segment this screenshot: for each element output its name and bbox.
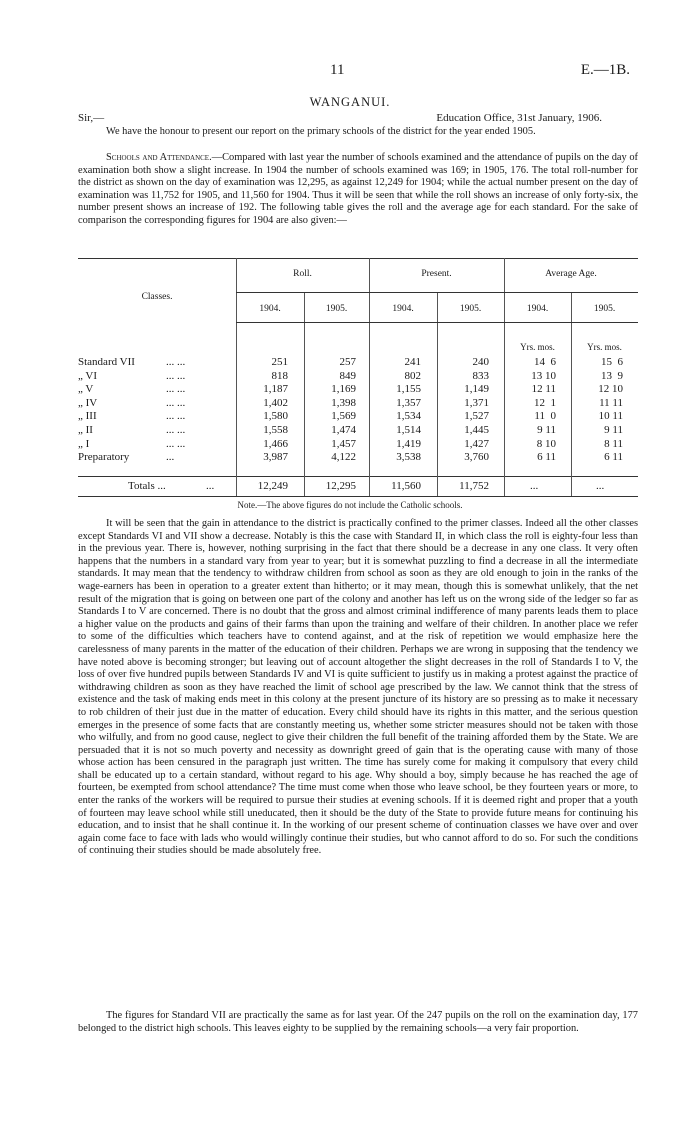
- year-header: 1904.: [526, 304, 549, 314]
- cell-roll-1904: 818: [271, 369, 288, 382]
- cell-age-1904: 13 10: [531, 369, 556, 382]
- region-title: WANGANUI.: [309, 95, 391, 109]
- table-bottom-rule: [78, 496, 638, 497]
- cell-present-1904: 802: [404, 369, 421, 382]
- totals-age-1905: ...: [596, 480, 605, 492]
- totals-dots: ...: [206, 480, 215, 492]
- totals-present-1905: 11,752: [459, 480, 489, 492]
- cell-present-1905: 3,760: [464, 451, 489, 464]
- cell-present-1905: 240: [472, 356, 489, 368]
- class-name: „ IV: [78, 396, 98, 409]
- totals-label: Totals ...: [128, 480, 166, 492]
- leader-dots: ... ...: [166, 369, 186, 382]
- cell-roll-1904: 1,466: [263, 437, 288, 450]
- cell-roll-1904: 1,580: [263, 410, 288, 423]
- cell-age-1904: 14 6: [534, 356, 556, 368]
- leader-dots: ... ...: [166, 356, 186, 368]
- year-header: 1905.: [593, 304, 616, 314]
- table-row: [78, 383, 638, 395]
- table-subheader-rule: [236, 292, 638, 293]
- class-name: „ V: [78, 383, 94, 396]
- average-age-header: Average Age.: [545, 269, 597, 279]
- office-date-line: Education Office, 31st January, 1906.: [436, 112, 602, 124]
- cell-roll-1905: 1,457: [331, 437, 356, 450]
- cell-age-1905: 13 9: [601, 369, 623, 382]
- table-note: Note.—The above figures do not include the Catholic schools.: [237, 500, 463, 510]
- leader-dots: ... ...: [166, 424, 186, 436]
- cell-present-1904: 1,534: [396, 410, 421, 423]
- table-row: [78, 438, 638, 450]
- totals-present-1904: 11,560: [391, 480, 421, 492]
- cell-roll-1905: 849: [339, 369, 356, 382]
- cell-present-1904: 1,155: [396, 383, 421, 396]
- class-name: „ II: [78, 424, 93, 436]
- cell-roll-1904: 1,558: [263, 424, 288, 436]
- cell-roll-1904: 251: [271, 356, 288, 368]
- cell-roll-1904: 3,987: [263, 451, 288, 464]
- cell-age-1904: 8 10: [536, 437, 556, 450]
- age-unit-header: Yrs. mos.: [587, 342, 622, 352]
- cell-age-1905: 12 10: [598, 383, 623, 396]
- class-name: „ VI: [78, 369, 98, 382]
- table-totals-row: [78, 480, 638, 492]
- age-unit-header: Yrs. mos.: [520, 342, 555, 352]
- cell-age-1904: 11 0: [534, 410, 556, 423]
- cell-roll-1905: 1,474: [331, 424, 356, 436]
- salutation: Sir,—: [78, 112, 105, 124]
- present-header: Present.: [421, 269, 452, 279]
- cell-roll-1905: 1,569: [331, 410, 356, 423]
- schools-heading: Schools and Attendance.: [106, 152, 212, 163]
- cell-roll-1905: 1,169: [331, 383, 356, 396]
- cell-age-1904: 9 11: [537, 424, 556, 436]
- page-number: 11: [330, 62, 345, 78]
- cell-age-1905: 10 11: [598, 410, 623, 423]
- cell-age-1905: 6 11: [604, 451, 623, 464]
- cell-present-1904: 1,357: [396, 396, 421, 409]
- cell-present-1904: 241: [404, 356, 421, 368]
- table-row: [78, 451, 638, 463]
- table-row: [78, 424, 638, 436]
- cell-roll-1905: 1,398: [331, 396, 356, 409]
- leader-dots: ... ...: [166, 396, 186, 409]
- body-paragraph: It will be seen that the gain in attendance to the district is practically confined to the primer classes. Indeed all the other classes except Standards VI and VII show a decrease. Notably is this the case with Standard II, in which class the roll is eighty-four less than in the previous year. There is, however, nothing surprising in the fact that there should be a decrease in any one class. It very often happens that the numbers in a standard vary from year to year; but it is somewhat puzzling to find a decrease in all the intermediate standards. It may mean that the tendency to withdraw children from school as soon as they are old enough to join in the ranks of the wage-earners has been in operation to a greater extent than hitherto; or it may mean, though this is somewhat unlikely, that the net result of the migration that is going on between one part of the colony and another has left us on the wrong side of the ledger so far as Standards I to V are concerned. There is no doubt that the gross and almost criminal indifference of many parents leads them to place a higher value on the products and gains of their farms than upon the training and welfare of their children. In another place we refer to some of the difficulties which teachers have to contend against, and at the risk of repetition we would emphasize here the carelessness of many parents in the matter of the education of their children. Perhaps we are wrong in supposing that the tendency we have noted above is becoming stronger; but leaving out of account altogether the slight decreases in the roll of Standards I to V, the loss of over five hundred pupils between Standards IV and VI is quite sufficient to justify us in making a protest against the practice of withdrawing children as soon as they have reached the limit of school age prescribed by the law. We cannot think that the stress of existence and the task of making ends meet in this colony at the present juncture of its history are so pressing as to make it necessary to rob children of their just due in the matter of education. Every child should have its rights in this matter, and the serious question emerges in the presence of some facts that are constantly meeting us, whether some stricter measures should not be taken with those who wilfully, and from no good cause, neglect to give their children the full benefit of the training afforded them by the State. We are persuaded that it is not so much poverty and necessity as downright greed of gain that is the operating cause with many of those whose action has been censured in the paragraph just written. The time has surely come for making it compulsory that every child shall be educated up to a certain standard, without regard to his age. Why should a boy, simply because he has reached the age of fourteen, be exempted from school attendance? The time must come when those who leave school, be they fourteen years or more, to enter the ranks of the workers will be required to pursue their studies at evening schools. If it is deemed right and proper that a youth of fourteen may leave school while still uneducated, then it should be the duty of the State to provide future means for continuing his education, and to insist that he shall continue it. In the working of our present scheme of continuation classes we have over and over again come face to face with lads who would willingly continue their studies, but who cannot afford to do so. For such the conditions of continuing their studies should be made absolutely free.: [78, 518, 638, 857]
- cell-present-1905: 1,445: [464, 424, 489, 436]
- cell-age-1905: 9 11: [604, 424, 623, 436]
- cell-age-1905: 15 6: [601, 356, 623, 368]
- leader-dots: ... ...: [166, 383, 186, 396]
- cell-present-1904: 3,538: [396, 451, 421, 464]
- table-top-rule: [78, 258, 638, 259]
- table-row: [78, 410, 638, 422]
- cell-roll-1905: 4,122: [331, 451, 356, 464]
- schools-paragraph: [78, 152, 638, 228]
- leader-dots: ... ...: [166, 410, 186, 423]
- cell-age-1905: 8 11: [604, 437, 623, 450]
- cell-roll-1904: 1,402: [263, 396, 288, 409]
- class-name: Standard VII: [78, 356, 135, 368]
- totals-roll-1905: 12,295: [325, 480, 356, 492]
- intro-paragraph: We have the honour to present our report on the primary schools of the district for the year ended 1905.: [106, 126, 536, 137]
- leader-dots: ...: [166, 451, 175, 464]
- class-name: Preparatory: [78, 451, 130, 464]
- classes-header: Classes.: [141, 292, 173, 302]
- cell-age-1905: 11 11: [599, 396, 623, 409]
- table-header-rule: [236, 322, 638, 323]
- cell-present-1904: 1,419: [396, 437, 421, 450]
- table-row: [78, 356, 638, 368]
- totals-age-1904: ...: [530, 480, 539, 492]
- year-header: 1904.: [392, 304, 414, 314]
- cell-present-1905: 833: [472, 369, 489, 382]
- roll-header: Roll.: [293, 269, 312, 279]
- cell-present-1905: 1,371: [464, 396, 489, 409]
- year-header: 1905.: [459, 304, 482, 314]
- cell-age-1904: 12 11: [531, 383, 556, 396]
- class-name: „ III: [78, 410, 97, 423]
- cell-age-1904: 12 1: [534, 396, 556, 409]
- cell-roll-1905: 257: [339, 356, 356, 368]
- cell-present-1905: 1,527: [464, 410, 489, 423]
- document-reference: E.—1B.: [580, 62, 630, 78]
- cell-age-1904: 6 11: [537, 451, 556, 464]
- year-header: 1905.: [325, 304, 348, 314]
- final-paragraph: The figures for Standard VII are practically the same as for last year. Of the 247 pupils on the roll on the examination day, 177 belonged to the district high schools. This leaves eighty to be supplied by the remaining schools—a very fair proportion.: [78, 1010, 638, 1034]
- schools-paragraph-text: —Compared with last year the number of schools examined and the attendance of pupils on the day of examination both show a slight increase. In 1904 the number of schools examined was 169; in 1905, 176. The total roll-number for the district as shown on the day of examination was 12,295, as against 12,249 for 1904; while the actual number present on the day of examination was 11,752 for 1905, and 11,560 for 1904. Thus it will be seen that while the roll shows an increase of only forty-six, the number present shows an increase of 192. The following table gives the roll and the average age for each standard. For the sake of comparison the corresponding figures for 1904 are also given:—: [78, 152, 638, 226]
- year-header: 1904.: [259, 304, 281, 314]
- table-row: [78, 370, 638, 382]
- totals-roll-1904: 12,249: [257, 480, 288, 492]
- cell-present-1904: 1,514: [396, 424, 421, 436]
- cell-present-1905: 1,149: [464, 383, 489, 396]
- cell-present-1905: 1,427: [464, 437, 489, 450]
- table-totals-rule: [78, 476, 638, 477]
- class-name: „ I: [78, 437, 90, 450]
- table-row: [78, 397, 638, 409]
- leader-dots: ... ...: [166, 437, 186, 450]
- cell-roll-1904: 1,187: [263, 383, 288, 396]
